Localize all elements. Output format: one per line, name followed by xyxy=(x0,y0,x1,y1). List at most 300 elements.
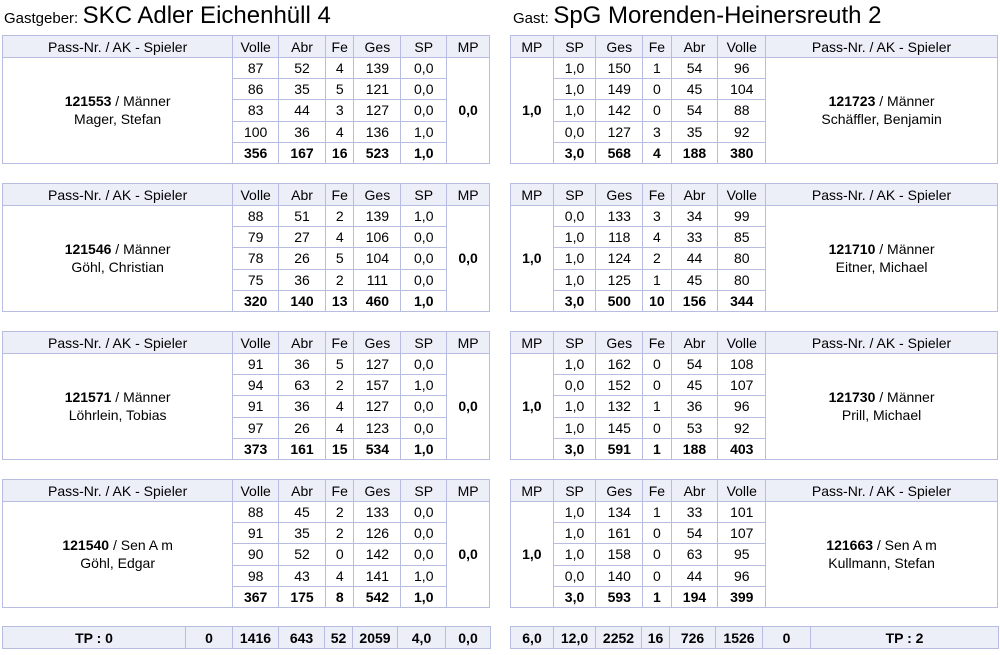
volle-cell: 92 xyxy=(718,121,766,142)
home-player-cell xyxy=(3,58,233,164)
header-row xyxy=(3,36,490,58)
home-player-name: Mager, Stefan xyxy=(74,111,162,128)
abr-cell: 34 xyxy=(671,206,718,227)
header-abr: Abr xyxy=(671,480,718,502)
fe-cell: 1 xyxy=(643,58,671,79)
fe-cell: 3 xyxy=(325,100,354,121)
header-abr: Abr xyxy=(279,332,326,354)
fe-cell: 4 xyxy=(325,58,354,79)
volle-cell: 101 xyxy=(718,502,766,523)
guest-team-label: Gast: xyxy=(513,10,549,27)
fe-cell: 0 xyxy=(643,417,671,438)
abr-cell: 156 xyxy=(671,290,718,311)
sp-cell: 1,0 xyxy=(553,269,596,290)
guest-player-name: Prill, Michael xyxy=(841,407,922,424)
sp-cell: 1,0 xyxy=(401,142,447,163)
header-ges: Ges xyxy=(354,36,401,58)
sp-cell: 1,0 xyxy=(553,227,596,248)
header-mp: MP xyxy=(511,36,554,58)
volle-cell: 80 xyxy=(718,248,766,269)
abr-cell: 53 xyxy=(671,417,718,438)
ges-cell: 106 xyxy=(354,227,401,248)
home-player-id-line xyxy=(3,92,232,110)
header-abr: Abr xyxy=(279,480,326,502)
volle-cell: 98 xyxy=(233,565,279,586)
guest-player-id-line xyxy=(766,240,997,258)
header-fe: Fe xyxy=(325,332,354,354)
volle-cell: 85 xyxy=(718,227,766,248)
guest-age-class: / Männer xyxy=(875,241,935,258)
fe-cell: 4 xyxy=(325,227,354,248)
home-team-points: TP : 0 xyxy=(3,627,186,649)
abr-cell: 54 xyxy=(671,523,718,544)
home-total-fe: 52 xyxy=(325,627,353,649)
lane-row xyxy=(3,502,490,523)
volle-cell: 87 xyxy=(233,58,279,79)
sp-cell: 0,0 xyxy=(401,396,447,417)
sp-cell: 1,0 xyxy=(401,565,447,586)
sp-cell: 0,0 xyxy=(553,206,596,227)
fe-cell: 5 xyxy=(325,354,354,375)
volle-cell: 86 xyxy=(233,79,279,100)
volle-cell: 320 xyxy=(233,290,279,311)
ges-cell: 127 xyxy=(354,396,401,417)
home-player-block xyxy=(2,35,490,164)
ges-cell: 121 xyxy=(354,79,401,100)
header-player: Pass-Nr. / AK - Spieler xyxy=(3,332,233,354)
header-volle: Volle xyxy=(233,480,279,502)
header-abr: Abr xyxy=(279,184,326,206)
ges-cell: 534 xyxy=(354,438,401,459)
home-age-class: / Männer xyxy=(111,241,171,258)
header-sp: SP xyxy=(553,36,596,58)
home-age-class: / Sen A m xyxy=(109,537,173,554)
guest-age-class: / Sen A m xyxy=(873,537,937,554)
fe-cell: 2 xyxy=(325,206,354,227)
volle-cell: 88 xyxy=(718,100,766,121)
sp-cell: 0,0 xyxy=(553,121,596,142)
sp-cell: 0,0 xyxy=(401,417,447,438)
header-abr: Abr xyxy=(671,332,718,354)
ges-cell: 593 xyxy=(596,586,643,607)
guest-total-mp-count: 0 xyxy=(763,627,811,649)
fe-cell: 0 xyxy=(643,565,671,586)
volle-cell: 399 xyxy=(718,586,766,607)
volle-cell: 80 xyxy=(718,269,766,290)
volle-cell: 95 xyxy=(718,544,766,565)
abr-cell: 33 xyxy=(671,227,718,248)
lane-row xyxy=(3,58,490,79)
volle-cell: 88 xyxy=(233,206,279,227)
sp-cell: 0,0 xyxy=(401,354,447,375)
header-volle: Volle xyxy=(718,332,766,354)
volle-cell: 78 xyxy=(233,248,279,269)
abr-cell: 188 xyxy=(671,438,718,459)
header-player: Pass-Nr. / AK - Spieler xyxy=(766,36,998,58)
header-mp: MP xyxy=(511,480,554,502)
fe-cell: 5 xyxy=(325,79,354,100)
volle-cell: 403 xyxy=(718,438,766,459)
fe-cell: 0 xyxy=(643,523,671,544)
guest-pass-number: 121723 xyxy=(828,93,876,110)
abr-cell: 36 xyxy=(279,396,326,417)
volle-cell: 96 xyxy=(718,58,766,79)
home-player-id-line xyxy=(3,536,232,554)
header-ges: Ges xyxy=(596,36,643,58)
ges-cell: 152 xyxy=(596,375,643,396)
header-mp: MP xyxy=(511,332,554,354)
header-player: Pass-Nr. / AK - Spieler xyxy=(3,184,233,206)
ges-cell: 157 xyxy=(354,375,401,396)
sp-cell: 0,0 xyxy=(401,58,447,79)
abr-cell: 52 xyxy=(279,58,326,79)
volle-cell: 344 xyxy=(718,290,766,311)
header-mp: MP xyxy=(447,36,490,58)
home-match-points: 0,0 xyxy=(447,354,490,460)
header-fe: Fe xyxy=(643,184,671,206)
fe-cell: 1 xyxy=(643,438,671,459)
fe-cell: 8 xyxy=(325,586,354,607)
volle-cell: 75 xyxy=(233,269,279,290)
home-player-block xyxy=(2,479,490,608)
fe-cell: 4 xyxy=(325,396,354,417)
sp-cell: 1,0 xyxy=(401,586,447,607)
home-total-abr: 643 xyxy=(279,627,325,649)
ges-cell: 149 xyxy=(596,79,643,100)
sp-cell: 3,0 xyxy=(553,586,596,607)
guest-match-points: 1,0 xyxy=(511,354,554,460)
ges-cell: 132 xyxy=(596,396,643,417)
abr-cell: 51 xyxy=(279,206,326,227)
ges-cell: 142 xyxy=(596,100,643,121)
sp-cell: 1,0 xyxy=(553,354,596,375)
header-sp: SP xyxy=(401,332,447,354)
guest-player-cell xyxy=(766,206,998,312)
home-team-name: SKC Adler Eichenhüll 4 xyxy=(82,2,331,29)
fe-cell: 1 xyxy=(643,586,671,607)
guest-team-header xyxy=(513,2,881,32)
ges-cell: 141 xyxy=(354,565,401,586)
fe-cell: 4 xyxy=(325,565,354,586)
volle-cell: 356 xyxy=(233,142,279,163)
lane-row xyxy=(511,354,998,375)
home-player-name: Göhl, Christian xyxy=(71,259,164,276)
ges-cell: 123 xyxy=(354,417,401,438)
volle-cell: 91 xyxy=(233,523,279,544)
header-sp: SP xyxy=(401,184,447,206)
header-volle: Volle xyxy=(718,184,766,206)
header-ges: Ges xyxy=(354,184,401,206)
sp-cell: 3,0 xyxy=(553,438,596,459)
header-sp: SP xyxy=(401,36,447,58)
abr-cell: 45 xyxy=(671,79,718,100)
header-player: Pass-Nr. / AK - Spieler xyxy=(766,480,998,502)
header-fe: Fe xyxy=(325,184,354,206)
guest-player-name: Eitner, Michael xyxy=(835,259,928,276)
volle-cell: 100 xyxy=(233,121,279,142)
guest-player-block xyxy=(510,479,998,608)
volle-cell: 107 xyxy=(718,523,766,544)
header-mp: MP xyxy=(447,332,490,354)
header-abr: Abr xyxy=(671,36,718,58)
home-totals-table xyxy=(2,626,491,649)
home-match-points: 0,0 xyxy=(447,502,490,608)
ges-cell: 127 xyxy=(596,121,643,142)
sp-cell: 1,0 xyxy=(553,248,596,269)
lane-row xyxy=(3,354,490,375)
abr-cell: 52 xyxy=(279,544,326,565)
guest-age-class: / Männer xyxy=(875,93,935,110)
header-volle: Volle xyxy=(718,480,766,502)
home-player-cell xyxy=(3,206,233,312)
guest-match-points: 1,0 xyxy=(511,502,554,608)
abr-cell: 167 xyxy=(279,142,326,163)
abr-cell: 36 xyxy=(279,269,326,290)
fe-cell: 3 xyxy=(643,206,671,227)
abr-cell: 140 xyxy=(279,290,326,311)
volle-cell: 92 xyxy=(718,417,766,438)
sp-cell: 0,0 xyxy=(401,100,447,121)
volle-cell: 91 xyxy=(233,354,279,375)
header-sp: SP xyxy=(553,480,596,502)
home-match-points: 0,0 xyxy=(447,58,490,164)
abr-cell: 36 xyxy=(279,121,326,142)
abr-cell: 35 xyxy=(279,79,326,100)
guest-player-cell xyxy=(766,58,998,164)
ges-cell: 162 xyxy=(596,354,643,375)
sp-cell: 1,0 xyxy=(401,438,447,459)
abr-cell: 44 xyxy=(671,248,718,269)
guest-player-id-line xyxy=(766,92,997,110)
ges-cell: 142 xyxy=(354,544,401,565)
guest-pass-number: 121710 xyxy=(828,241,876,258)
ges-cell: 133 xyxy=(596,206,643,227)
guest-player-id-line xyxy=(766,536,997,554)
sp-cell: 0,0 xyxy=(401,502,447,523)
home-match-points: 0,0 xyxy=(447,206,490,312)
guest-total-volle: 1526 xyxy=(716,627,763,649)
fe-cell: 0 xyxy=(643,544,671,565)
sp-cell: 1,0 xyxy=(553,100,596,121)
guest-total-ges: 2252 xyxy=(596,627,642,649)
home-total-mp: 0,0 xyxy=(446,627,491,649)
header-row xyxy=(511,332,998,354)
fe-cell: 2 xyxy=(325,502,354,523)
header-fe: Fe xyxy=(643,36,671,58)
abr-cell: 45 xyxy=(671,375,718,396)
header-player: Pass-Nr. / AK - Spieler xyxy=(3,36,233,58)
fe-cell: 16 xyxy=(325,142,354,163)
header-volle: Volle xyxy=(233,184,279,206)
ges-cell: 111 xyxy=(354,269,401,290)
abr-cell: 26 xyxy=(279,248,326,269)
ges-cell: 500 xyxy=(596,290,643,311)
header-row xyxy=(511,36,998,58)
fe-cell: 0 xyxy=(643,100,671,121)
abr-cell: 26 xyxy=(279,417,326,438)
fe-cell: 15 xyxy=(325,438,354,459)
volle-cell: 99 xyxy=(718,206,766,227)
header-mp: MP xyxy=(511,184,554,206)
abr-cell: 45 xyxy=(671,269,718,290)
fe-cell: 0 xyxy=(643,375,671,396)
abr-cell: 44 xyxy=(279,100,326,121)
sp-cell: 0,0 xyxy=(401,248,447,269)
ges-cell: 134 xyxy=(596,502,643,523)
home-total-sp: 4,0 xyxy=(398,627,446,649)
header-volle: Volle xyxy=(233,332,279,354)
fe-cell: 0 xyxy=(643,354,671,375)
abr-cell: 27 xyxy=(279,227,326,248)
home-total-mp-count: 0 xyxy=(186,627,233,649)
ges-cell: 150 xyxy=(596,58,643,79)
ges-cell: 124 xyxy=(596,248,643,269)
home-team-label: Gastgeber: xyxy=(4,10,79,27)
volle-cell: 94 xyxy=(233,375,279,396)
fe-cell: 3 xyxy=(643,121,671,142)
abr-cell: 194 xyxy=(671,586,718,607)
ges-cell: 133 xyxy=(354,502,401,523)
fe-cell: 13 xyxy=(325,290,354,311)
guest-total-mp: 6,0 xyxy=(511,627,554,649)
guest-player-block xyxy=(510,331,998,460)
guest-pass-number: 121663 xyxy=(826,537,874,554)
header-row xyxy=(3,184,490,206)
header-fe: Fe xyxy=(643,480,671,502)
fe-cell: 10 xyxy=(643,290,671,311)
sp-cell: 1,0 xyxy=(553,79,596,100)
ges-cell: 158 xyxy=(596,544,643,565)
header-fe: Fe xyxy=(325,36,354,58)
home-team-header xyxy=(4,2,331,32)
sp-cell: 3,0 xyxy=(553,142,596,163)
volle-cell: 373 xyxy=(233,438,279,459)
home-total-ges: 2059 xyxy=(353,627,398,649)
header-abr: Abr xyxy=(671,184,718,206)
home-pass-number: 121540 xyxy=(62,537,110,554)
header-ges: Ges xyxy=(596,184,643,206)
sp-cell: 1,0 xyxy=(553,502,596,523)
fe-cell: 4 xyxy=(325,121,354,142)
abr-cell: 63 xyxy=(671,544,718,565)
ges-cell: 126 xyxy=(354,523,401,544)
sp-cell: 1,0 xyxy=(401,206,447,227)
fe-cell: 2 xyxy=(325,523,354,544)
home-age-class: / Männer xyxy=(111,389,171,406)
sp-cell: 0,0 xyxy=(553,565,596,586)
volle-cell: 90 xyxy=(233,544,279,565)
ges-cell: 140 xyxy=(596,565,643,586)
header-abr: Abr xyxy=(279,36,326,58)
header-sp: SP xyxy=(401,480,447,502)
volle-cell: 96 xyxy=(718,565,766,586)
guest-total-sp: 12,0 xyxy=(554,627,596,649)
ges-cell: 127 xyxy=(354,354,401,375)
guest-player-cell xyxy=(766,354,998,460)
sp-cell: 0,0 xyxy=(401,227,447,248)
guest-player-id-line xyxy=(766,388,997,406)
home-total-volle: 1416 xyxy=(233,627,279,649)
guest-total-fe: 16 xyxy=(642,627,670,649)
ges-cell: 139 xyxy=(354,58,401,79)
header-fe: Fe xyxy=(325,480,354,502)
sp-cell: 1,0 xyxy=(401,290,447,311)
fe-cell: 0 xyxy=(325,544,354,565)
abr-cell: 45 xyxy=(279,502,326,523)
guest-totals-table xyxy=(510,626,999,649)
abr-cell: 54 xyxy=(671,100,718,121)
fe-cell: 4 xyxy=(643,227,671,248)
abr-cell: 63 xyxy=(279,375,326,396)
abr-cell: 188 xyxy=(671,142,718,163)
header-row xyxy=(511,480,998,502)
ges-cell: 136 xyxy=(354,121,401,142)
ges-cell: 125 xyxy=(596,269,643,290)
ges-cell: 523 xyxy=(354,142,401,163)
sp-cell: 1,0 xyxy=(553,417,596,438)
ges-cell: 145 xyxy=(596,417,643,438)
abr-cell: 33 xyxy=(671,502,718,523)
header-sp: SP xyxy=(553,184,596,206)
sp-cell: 1,0 xyxy=(401,375,447,396)
sp-cell: 0,0 xyxy=(401,523,447,544)
fe-cell: 2 xyxy=(325,269,354,290)
home-age-class: / Männer xyxy=(111,93,171,110)
header-ges: Ges xyxy=(354,480,401,502)
fe-cell: 1 xyxy=(643,502,671,523)
fe-cell: 5 xyxy=(325,248,354,269)
abr-cell: 54 xyxy=(671,354,718,375)
ges-cell: 127 xyxy=(354,100,401,121)
ges-cell: 161 xyxy=(596,523,643,544)
guest-player-block xyxy=(510,183,998,312)
home-player-block xyxy=(2,183,490,312)
header-fe: Fe xyxy=(643,332,671,354)
header-mp: MP xyxy=(447,184,490,206)
volle-cell: 79 xyxy=(233,227,279,248)
header-player: Pass-Nr. / AK - Spieler xyxy=(3,480,233,502)
volle-cell: 107 xyxy=(718,375,766,396)
home-player-id-line xyxy=(3,388,232,406)
sp-cell: 0,0 xyxy=(553,375,596,396)
volle-cell: 83 xyxy=(233,100,279,121)
header-row xyxy=(3,332,490,354)
header-row xyxy=(3,480,490,502)
sp-cell: 0,0 xyxy=(401,79,447,100)
home-pass-number: 121553 xyxy=(64,93,112,110)
header-mp: MP xyxy=(447,480,490,502)
home-player-name: Göhl, Edgar xyxy=(80,555,155,572)
abr-cell: 161 xyxy=(279,438,326,459)
fe-cell: 2 xyxy=(643,248,671,269)
volle-cell: 88 xyxy=(233,502,279,523)
fe-cell: 4 xyxy=(643,142,671,163)
home-pass-number: 121546 xyxy=(64,241,112,258)
sp-cell: 1,0 xyxy=(553,544,596,565)
sp-cell: 1,0 xyxy=(553,396,596,417)
sp-cell: 0,0 xyxy=(401,544,447,565)
lane-row xyxy=(511,502,998,523)
abr-cell: 44 xyxy=(671,565,718,586)
volle-cell: 104 xyxy=(718,79,766,100)
guest-match-points: 1,0 xyxy=(511,206,554,312)
sp-cell: 0,0 xyxy=(401,269,447,290)
volle-cell: 108 xyxy=(718,354,766,375)
guest-age-class: / Männer xyxy=(875,389,935,406)
abr-cell: 36 xyxy=(279,354,326,375)
volle-cell: 91 xyxy=(233,396,279,417)
header-player: Pass-Nr. / AK - Spieler xyxy=(766,332,998,354)
